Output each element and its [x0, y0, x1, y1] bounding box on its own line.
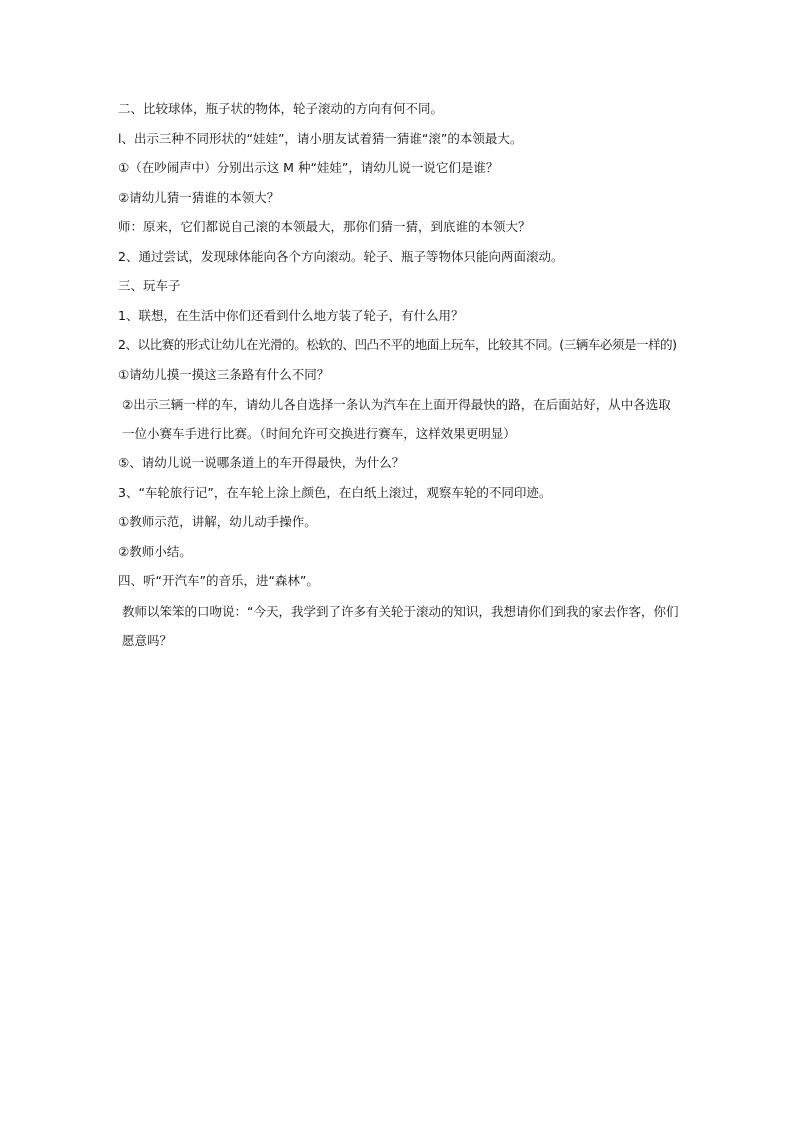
paragraph: ②出示三辆一样的车，请幼儿各自选择一条认为汽车在上面开得最快的路，在后面站好，从中各选取一位小赛车手进行比赛。（时间允许可交换进行赛车，这样效果更明显）: [122, 397, 671, 441]
paragraph: 1、联想，在生活中你们还看到什么地方装了轮子，有什么用？: [118, 307, 464, 323]
paragraph: 3、“车轮旅行记”，在车轮上涂上颜色，在白纸上滚过，观察车轮的不同印迹。: [118, 484, 552, 500]
paragraph: ①请幼儿摸一摸这三条路有什么不同？: [118, 366, 330, 382]
paragraph: l、出示三种不同形状的“娃娃”，请小朋友试着猜一猜谁“滚”的本领最大。: [118, 130, 523, 146]
document-body: [118, 100, 678, 661]
section-heading-3: 三、玩车子: [118, 278, 181, 293]
paragraph: 教师以笨笨的口吻说：“今天，我学到了许多有关轮于滚动的知识，我想请你们到我的家去作客，你们愿意吗？: [122, 603, 679, 648]
paragraph: 2、以比赛的形式让幼儿在光滑的。松软的、凹凸不平的地面上玩车，比较其不同。(三辆车必须是一样的): [118, 337, 677, 352]
paragraph: ②请幼儿猜一猜谁的本领大？: [118, 189, 280, 205]
paragraph: 师：原来，它们都说自己滚的本领最大，那你们猜一猜，到底谁的本领大？: [118, 219, 531, 234]
section-heading-2: 二、比较球体，瓶子状的物体，轮子滚动的方向有何不同。: [118, 101, 444, 116]
paragraph: ①（在吵闹声中）分别出示这 M 种“娃娃”，请幼儿说一说它们是谁？: [118, 160, 499, 175]
paragraph: ②教师小结。: [118, 543, 192, 559]
section-heading-4: 四、听“开汽车”的音乐，进“森林”。: [118, 573, 319, 588]
paragraph: ⑤、请幼儿说一说哪条道上的车开得最快，为什么？: [118, 455, 405, 470]
paragraph: 2、通过尝试，发现球体能向各个方向滚动。轮子、瓶子等物体只能向两面滚动。: [118, 248, 564, 264]
paragraph: ①教师示范，讲解，幼儿动手操作。: [118, 514, 317, 529]
